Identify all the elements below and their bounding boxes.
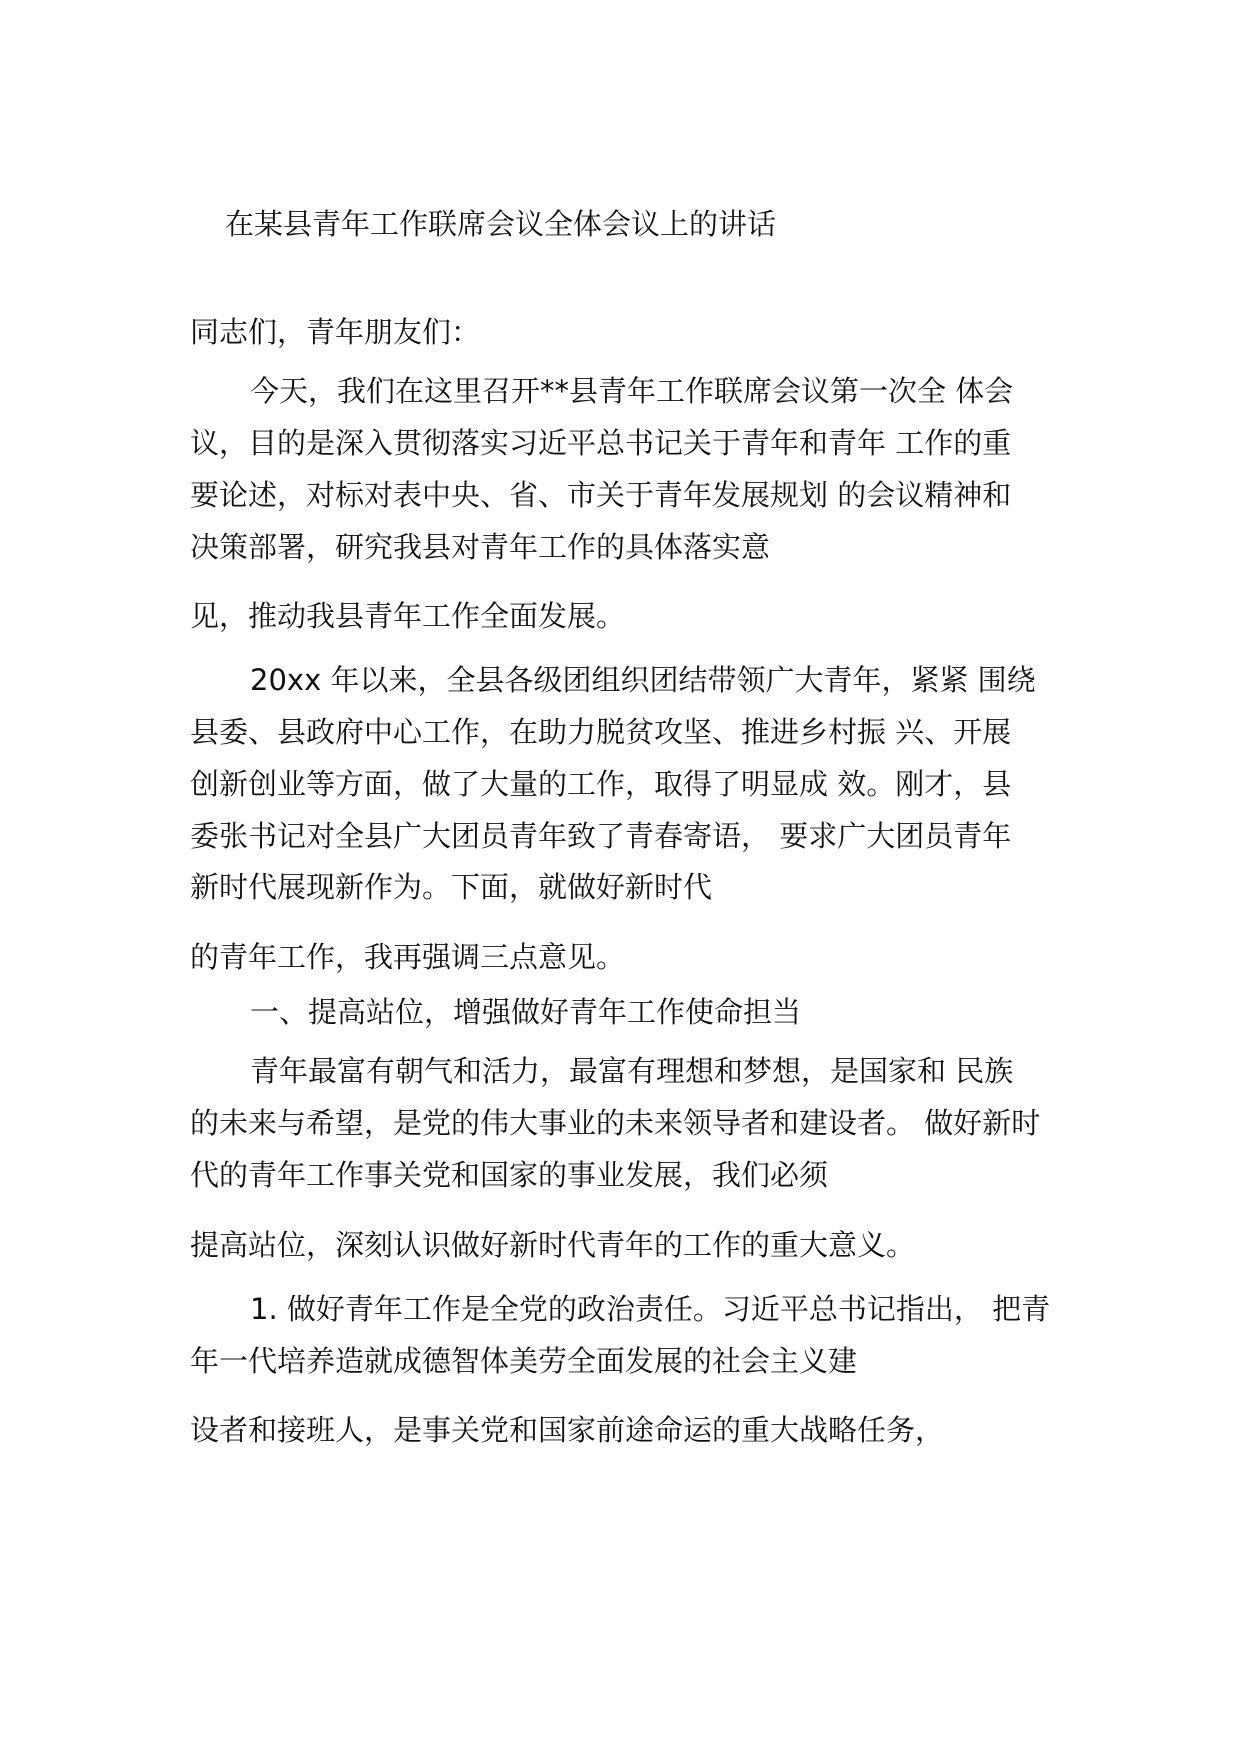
text-line-5: 决策部署，研究我县对青年工作的具体落实意 xyxy=(190,530,771,564)
text-line-7: 20xx 年以来，全县各级团组织团结带领广大青年，紧紧 围绕 xyxy=(250,663,1036,697)
text-line-1: 同志们，青年朋友们： xyxy=(190,315,481,349)
text-line-20: 设者和接班人，是事关党和国家前途命运的重大战略任务， xyxy=(190,1413,945,1447)
text-line-10: 委张书记对全县广大团员青年致了青春寄语， 要求广大团员青年 xyxy=(190,819,1012,853)
text-line-4: 要论述，对标对表中央、省、市关于青年发展规划 的会议精神和 xyxy=(190,478,1012,512)
text-line-19: 年一代培养造就成德智体美劳全面发展的社会主义建 xyxy=(190,1344,858,1378)
text-line-8: 县委、县政府中心工作，在助力脱贫攻坚、推进乡村振 兴、开展 xyxy=(190,715,1012,749)
text-line-2: 今天，我们在这里召开**县青年工作联席会议第一次全 体会 xyxy=(250,374,1014,408)
document-title: 在某县青年工作联席会议全体会议上的讲话 xyxy=(225,207,777,241)
text-line-18: 1. 做好青年工作是全党的政治责任。习近平总书记指出， 把青 xyxy=(250,1292,1051,1326)
text-line-6: 见，推动我县青年工作全面发展。 xyxy=(190,599,626,633)
text-line-14: 青年最富有朝气和活力，最富有理想和梦想，是国家和 民族 xyxy=(250,1054,1014,1088)
text-line-9: 创新创业等方面，做了大量的工作，取得了明显成 效。刚才，县 xyxy=(190,767,1012,801)
section-heading: 一、提高站位，增强做好青年工作使命担当 xyxy=(250,995,802,1029)
text-line-17: 提高站位，深刻认识做好新时代青年的工作的重大意义。 xyxy=(190,1228,916,1262)
text-line-16: 代的青年工作事关党和国家的事业发展，我们必须 xyxy=(190,1158,829,1192)
text-line-11: 新时代展现新作为。下面，就做好新时代 xyxy=(190,870,713,904)
text-line-3: 议，目的是深入贯彻落实习近平总书记关于青年和青年 工作的重 xyxy=(190,426,1012,460)
text-line-12: 的青年工作，我再强调三点意见。 xyxy=(190,940,626,974)
text-line-15: 的未来与希望，是党的伟大事业的未来领导者和建设者。 做好新时 xyxy=(190,1106,1041,1140)
